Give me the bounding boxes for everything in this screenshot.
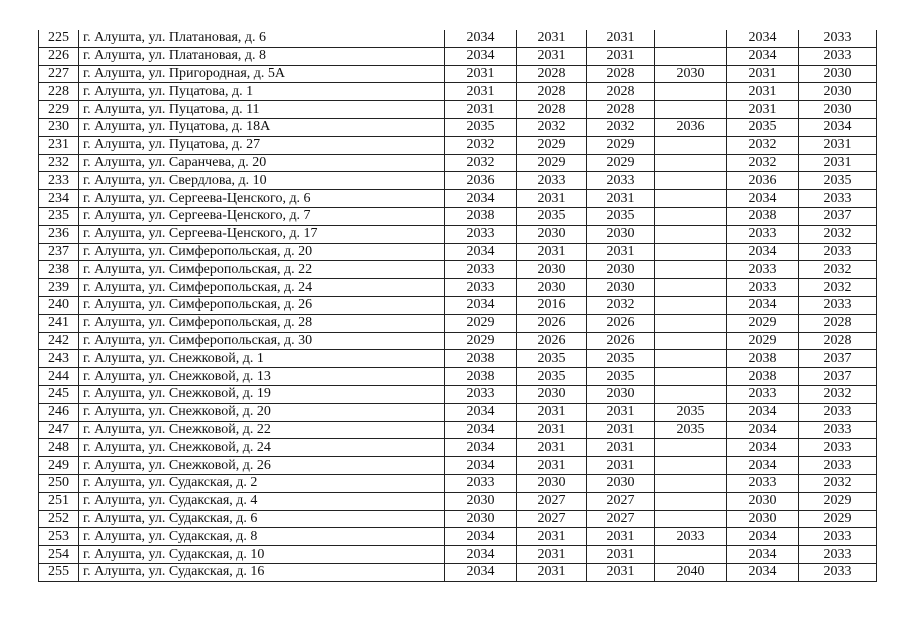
table-row bbox=[39, 563, 877, 581]
year-cell-3: 2029 bbox=[587, 136, 655, 154]
table-row bbox=[39, 136, 877, 154]
year-cell-1: 2030 bbox=[445, 510, 517, 528]
address-cell: г. Алушта, ул. Саранчева, д. 20 bbox=[79, 154, 445, 172]
year-cell-3: 2031 bbox=[587, 403, 655, 421]
year-cell-5: 2034 bbox=[727, 190, 799, 208]
year-cell-6: 2034 bbox=[799, 118, 877, 136]
year-cell-5: 2033 bbox=[727, 385, 799, 403]
year-cell-6: 2032 bbox=[799, 279, 877, 297]
table-row bbox=[39, 225, 877, 243]
table-row bbox=[39, 421, 877, 439]
address-cell: г. Алушта, ул. Платановая, д. 8 bbox=[79, 47, 445, 65]
year-cell-1: 2034 bbox=[445, 30, 517, 47]
address-cell: г. Алушта, ул. Сергеева-Ценского, д. 6 bbox=[79, 190, 445, 208]
year-cell-2: 2030 bbox=[517, 261, 587, 279]
year-cell-1: 2034 bbox=[445, 243, 517, 261]
row-number-cell: 236 bbox=[39, 225, 79, 243]
table-row bbox=[39, 385, 877, 403]
year-cell-6: 2029 bbox=[799, 510, 877, 528]
year-cell-5: 2030 bbox=[727, 492, 799, 510]
table-row bbox=[39, 510, 877, 528]
year-cell-6: 2031 bbox=[799, 154, 877, 172]
year-cell-2: 2028 bbox=[517, 83, 587, 101]
year-cell-3: 2031 bbox=[587, 421, 655, 439]
year-cell-3: 2035 bbox=[587, 350, 655, 368]
year-cell-4 bbox=[655, 350, 727, 368]
address-cell: г. Алушта, ул. Пуцатова, д. 18А bbox=[79, 118, 445, 136]
row-number-cell: 232 bbox=[39, 154, 79, 172]
table-row bbox=[39, 350, 877, 368]
year-cell-5: 2031 bbox=[727, 101, 799, 119]
year-cell-3: 2026 bbox=[587, 314, 655, 332]
row-number-cell: 247 bbox=[39, 421, 79, 439]
year-cell-6: 2033 bbox=[799, 403, 877, 421]
year-cell-3: 2030 bbox=[587, 474, 655, 492]
year-cell-4 bbox=[655, 30, 727, 47]
year-cell-2: 2028 bbox=[517, 65, 587, 83]
row-number-cell: 234 bbox=[39, 190, 79, 208]
year-cell-6: 2033 bbox=[799, 30, 877, 47]
year-cell-3: 2035 bbox=[587, 207, 655, 225]
year-cell-1: 2035 bbox=[445, 118, 517, 136]
row-number-cell: 227 bbox=[39, 65, 79, 83]
year-cell-4 bbox=[655, 279, 727, 297]
year-cell-6: 2033 bbox=[799, 439, 877, 457]
table-row bbox=[39, 172, 877, 190]
address-cell: г. Алушта, ул. Симферопольская, д. 20 bbox=[79, 243, 445, 261]
address-cell: г. Алушта, ул. Пуцатова, д. 27 bbox=[79, 136, 445, 154]
table-row bbox=[39, 546, 877, 564]
address-cell: г. Алушта, ул. Судакская, д. 16 bbox=[79, 563, 445, 581]
year-cell-2: 2030 bbox=[517, 474, 587, 492]
year-cell-5: 2038 bbox=[727, 207, 799, 225]
table-row bbox=[39, 47, 877, 65]
address-cell: г. Алушта, ул. Судакская, д. 10 bbox=[79, 546, 445, 564]
year-cell-5: 2034 bbox=[727, 528, 799, 546]
year-cell-2: 2030 bbox=[517, 225, 587, 243]
year-cell-5: 2032 bbox=[727, 154, 799, 172]
year-cell-1: 2031 bbox=[445, 101, 517, 119]
table-row bbox=[39, 279, 877, 297]
address-cell: г. Алушта, ул. Снежковой, д. 1 bbox=[79, 350, 445, 368]
year-cell-3: 2031 bbox=[587, 243, 655, 261]
year-cell-1: 2033 bbox=[445, 261, 517, 279]
table-row bbox=[39, 296, 877, 314]
year-cell-3: 2030 bbox=[587, 385, 655, 403]
year-cell-3: 2031 bbox=[587, 47, 655, 65]
year-cell-2: 2030 bbox=[517, 385, 587, 403]
table-row bbox=[39, 261, 877, 279]
year-cell-3: 2031 bbox=[587, 546, 655, 564]
year-cell-1: 2034 bbox=[445, 563, 517, 581]
address-cell: г. Алушта, ул. Судакская, д. 4 bbox=[79, 492, 445, 510]
year-cell-1: 2032 bbox=[445, 154, 517, 172]
year-cell-4 bbox=[655, 172, 727, 190]
year-cell-2: 2029 bbox=[517, 136, 587, 154]
year-cell-5: 2034 bbox=[727, 47, 799, 65]
row-number-cell: 228 bbox=[39, 83, 79, 101]
year-cell-3: 2031 bbox=[587, 528, 655, 546]
year-cell-1: 2033 bbox=[445, 385, 517, 403]
year-cell-5: 2029 bbox=[727, 314, 799, 332]
year-cell-5: 2035 bbox=[727, 118, 799, 136]
year-cell-4 bbox=[655, 385, 727, 403]
year-cell-4: 2035 bbox=[655, 403, 727, 421]
year-cell-6: 2032 bbox=[799, 261, 877, 279]
table-row bbox=[39, 65, 877, 83]
year-cell-2: 2016 bbox=[517, 296, 587, 314]
year-cell-1: 2038 bbox=[445, 350, 517, 368]
table-row bbox=[39, 368, 877, 386]
year-cell-2: 2031 bbox=[517, 403, 587, 421]
table-row bbox=[39, 332, 877, 350]
address-cell: г. Алушта, ул. Сергеева-Ценского, д. 17 bbox=[79, 225, 445, 243]
year-cell-3: 2027 bbox=[587, 492, 655, 510]
year-cell-3: 2030 bbox=[587, 261, 655, 279]
year-cell-1: 2034 bbox=[445, 546, 517, 564]
year-cell-6: 2033 bbox=[799, 457, 877, 475]
year-cell-4 bbox=[655, 510, 727, 528]
year-cell-3: 2026 bbox=[587, 332, 655, 350]
address-cell: г. Алушта, ул. Симферопольская, д. 24 bbox=[79, 279, 445, 297]
address-cell: г. Алушта, ул. Сергеева-Ценского, д. 7 bbox=[79, 207, 445, 225]
year-cell-1: 2034 bbox=[445, 403, 517, 421]
year-cell-1: 2033 bbox=[445, 225, 517, 243]
year-cell-6: 2031 bbox=[799, 136, 877, 154]
year-cell-3: 2028 bbox=[587, 65, 655, 83]
year-cell-6: 2032 bbox=[799, 225, 877, 243]
year-cell-3: 2028 bbox=[587, 83, 655, 101]
address-cell: г. Алушта, ул. Снежковой, д. 24 bbox=[79, 439, 445, 457]
year-cell-3: 2031 bbox=[587, 190, 655, 208]
address-cell: г. Алушта, ул. Свердлова, д. 10 bbox=[79, 172, 445, 190]
year-cell-2: 2031 bbox=[517, 457, 587, 475]
address-cell: г. Алушта, ул. Симферопольская, д. 30 bbox=[79, 332, 445, 350]
table-row bbox=[39, 30, 877, 47]
year-cell-2: 2031 bbox=[517, 190, 587, 208]
year-cell-5: 2034 bbox=[727, 457, 799, 475]
year-cell-6: 2037 bbox=[799, 207, 877, 225]
year-cell-3: 2031 bbox=[587, 439, 655, 457]
year-cell-4 bbox=[655, 83, 727, 101]
year-cell-4 bbox=[655, 492, 727, 510]
year-cell-4 bbox=[655, 136, 727, 154]
year-cell-1: 2034 bbox=[445, 47, 517, 65]
year-cell-5: 2038 bbox=[727, 350, 799, 368]
year-cell-1: 2034 bbox=[445, 439, 517, 457]
row-number-cell: 255 bbox=[39, 563, 79, 581]
address-cell: г. Алушта, ул. Пуцатова, д. 1 bbox=[79, 83, 445, 101]
row-number-cell: 226 bbox=[39, 47, 79, 65]
year-cell-4 bbox=[655, 474, 727, 492]
year-cell-4 bbox=[655, 332, 727, 350]
year-cell-6: 2033 bbox=[799, 546, 877, 564]
year-cell-6: 2028 bbox=[799, 314, 877, 332]
row-number-cell: 240 bbox=[39, 296, 79, 314]
row-number-cell: 231 bbox=[39, 136, 79, 154]
address-cell: г. Алушта, ул. Симферопольская, д. 22 bbox=[79, 261, 445, 279]
table-row bbox=[39, 474, 877, 492]
year-cell-4 bbox=[655, 225, 727, 243]
row-number-cell: 241 bbox=[39, 314, 79, 332]
table-row bbox=[39, 190, 877, 208]
address-cell: г. Алушта, ул. Пуцатова, д. 11 bbox=[79, 101, 445, 119]
year-cell-5: 2033 bbox=[727, 225, 799, 243]
table-body bbox=[39, 30, 877, 581]
address-cell: г. Алушта, ул. Снежковой, д. 22 bbox=[79, 421, 445, 439]
year-cell-5: 2031 bbox=[727, 65, 799, 83]
address-cell: г. Алушта, ул. Платановая, д. 6 bbox=[79, 30, 445, 47]
row-number-cell: 225 bbox=[39, 30, 79, 47]
year-cell-3: 2033 bbox=[587, 172, 655, 190]
year-cell-4 bbox=[655, 314, 727, 332]
table-row bbox=[39, 154, 877, 172]
year-cell-5: 2033 bbox=[727, 279, 799, 297]
year-cell-6: 2030 bbox=[799, 101, 877, 119]
year-cell-2: 2028 bbox=[517, 101, 587, 119]
table-row bbox=[39, 83, 877, 101]
year-cell-5: 2034 bbox=[727, 563, 799, 581]
address-cell: г. Алушта, ул. Судакская, д. 6 bbox=[79, 510, 445, 528]
year-cell-1: 2038 bbox=[445, 207, 517, 225]
row-number-cell: 248 bbox=[39, 439, 79, 457]
year-cell-2: 2029 bbox=[517, 154, 587, 172]
row-number-cell: 243 bbox=[39, 350, 79, 368]
table-row bbox=[39, 118, 877, 136]
row-number-cell: 253 bbox=[39, 528, 79, 546]
year-cell-1: 2034 bbox=[445, 296, 517, 314]
year-cell-4 bbox=[655, 207, 727, 225]
year-cell-1: 2031 bbox=[445, 83, 517, 101]
table-row bbox=[39, 314, 877, 332]
year-cell-2: 2030 bbox=[517, 279, 587, 297]
schedule-table bbox=[38, 30, 877, 582]
row-number-cell: 237 bbox=[39, 243, 79, 261]
year-cell-1: 2029 bbox=[445, 314, 517, 332]
year-cell-3: 2030 bbox=[587, 225, 655, 243]
year-cell-2: 2031 bbox=[517, 546, 587, 564]
year-cell-6: 2033 bbox=[799, 421, 877, 439]
year-cell-2: 2032 bbox=[517, 118, 587, 136]
year-cell-5: 2034 bbox=[727, 243, 799, 261]
year-cell-3: 2032 bbox=[587, 118, 655, 136]
year-cell-2: 2026 bbox=[517, 332, 587, 350]
year-cell-2: 2035 bbox=[517, 350, 587, 368]
row-number-cell: 249 bbox=[39, 457, 79, 475]
row-number-cell: 235 bbox=[39, 207, 79, 225]
row-number-cell: 254 bbox=[39, 546, 79, 564]
year-cell-5: 2031 bbox=[727, 83, 799, 101]
year-cell-2: 2031 bbox=[517, 421, 587, 439]
year-cell-4: 2040 bbox=[655, 563, 727, 581]
row-number-cell: 239 bbox=[39, 279, 79, 297]
table-row bbox=[39, 403, 877, 421]
year-cell-4 bbox=[655, 101, 727, 119]
year-cell-5: 2033 bbox=[727, 474, 799, 492]
year-cell-2: 2031 bbox=[517, 243, 587, 261]
year-cell-1: 2034 bbox=[445, 190, 517, 208]
address-cell: г. Алушта, ул. Снежковой, д. 13 bbox=[79, 368, 445, 386]
year-cell-3: 2035 bbox=[587, 368, 655, 386]
year-cell-3: 2031 bbox=[587, 457, 655, 475]
year-cell-6: 2028 bbox=[799, 332, 877, 350]
year-cell-6: 2032 bbox=[799, 385, 877, 403]
year-cell-4: 2036 bbox=[655, 118, 727, 136]
row-number-cell: 244 bbox=[39, 368, 79, 386]
year-cell-1: 2030 bbox=[445, 492, 517, 510]
year-cell-1: 2034 bbox=[445, 457, 517, 475]
year-cell-4: 2035 bbox=[655, 421, 727, 439]
year-cell-4: 2030 bbox=[655, 65, 727, 83]
row-number-cell: 246 bbox=[39, 403, 79, 421]
year-cell-2: 2027 bbox=[517, 510, 587, 528]
year-cell-3: 2030 bbox=[587, 279, 655, 297]
year-cell-4 bbox=[655, 296, 727, 314]
year-cell-6: 2037 bbox=[799, 368, 877, 386]
row-number-cell: 233 bbox=[39, 172, 79, 190]
year-cell-6: 2033 bbox=[799, 47, 877, 65]
year-cell-3: 2028 bbox=[587, 101, 655, 119]
year-cell-2: 2031 bbox=[517, 528, 587, 546]
year-cell-5: 2034 bbox=[727, 421, 799, 439]
year-cell-5: 2033 bbox=[727, 261, 799, 279]
year-cell-3: 2031 bbox=[587, 563, 655, 581]
year-cell-1: 2038 bbox=[445, 368, 517, 386]
row-number-cell: 229 bbox=[39, 101, 79, 119]
year-cell-4 bbox=[655, 190, 727, 208]
year-cell-3: 2027 bbox=[587, 510, 655, 528]
year-cell-1: 2032 bbox=[445, 136, 517, 154]
year-cell-4 bbox=[655, 439, 727, 457]
year-cell-6: 2029 bbox=[799, 492, 877, 510]
year-cell-4 bbox=[655, 546, 727, 564]
year-cell-5: 2032 bbox=[727, 136, 799, 154]
year-cell-5: 2034 bbox=[727, 546, 799, 564]
row-number-cell: 251 bbox=[39, 492, 79, 510]
year-cell-4 bbox=[655, 154, 727, 172]
table-row bbox=[39, 101, 877, 119]
address-cell: г. Алушта, ул. Пригородная, д. 5А bbox=[79, 65, 445, 83]
year-cell-6: 2033 bbox=[799, 528, 877, 546]
row-number-cell: 242 bbox=[39, 332, 79, 350]
year-cell-6: 2030 bbox=[799, 65, 877, 83]
year-cell-5: 2036 bbox=[727, 172, 799, 190]
year-cell-5: 2034 bbox=[727, 296, 799, 314]
table-row bbox=[39, 439, 877, 457]
year-cell-2: 2031 bbox=[517, 30, 587, 47]
year-cell-1: 2029 bbox=[445, 332, 517, 350]
year-cell-5: 2029 bbox=[727, 332, 799, 350]
year-cell-2: 2035 bbox=[517, 207, 587, 225]
row-number-cell: 252 bbox=[39, 510, 79, 528]
row-number-cell: 245 bbox=[39, 385, 79, 403]
year-cell-1: 2034 bbox=[445, 421, 517, 439]
year-cell-2: 2027 bbox=[517, 492, 587, 510]
year-cell-2: 2033 bbox=[517, 172, 587, 190]
year-cell-4 bbox=[655, 261, 727, 279]
year-cell-3: 2031 bbox=[587, 30, 655, 47]
address-cell: г. Алушта, ул. Снежковой, д. 20 bbox=[79, 403, 445, 421]
address-cell: г. Алушта, ул. Судакская, д. 8 bbox=[79, 528, 445, 546]
year-cell-6: 2032 bbox=[799, 474, 877, 492]
year-cell-5: 2034 bbox=[727, 30, 799, 47]
table-row bbox=[39, 243, 877, 261]
year-cell-6: 2033 bbox=[799, 563, 877, 581]
year-cell-6: 2037 bbox=[799, 350, 877, 368]
year-cell-2: 2031 bbox=[517, 439, 587, 457]
row-number-cell: 230 bbox=[39, 118, 79, 136]
row-number-cell: 238 bbox=[39, 261, 79, 279]
year-cell-4: 2033 bbox=[655, 528, 727, 546]
table-row bbox=[39, 457, 877, 475]
year-cell-1: 2034 bbox=[445, 528, 517, 546]
year-cell-5: 2034 bbox=[727, 403, 799, 421]
year-cell-6: 2035 bbox=[799, 172, 877, 190]
year-cell-1: 2033 bbox=[445, 474, 517, 492]
table-row bbox=[39, 528, 877, 546]
year-cell-4 bbox=[655, 243, 727, 261]
table-row bbox=[39, 492, 877, 510]
address-cell: г. Алушта, ул. Судакская, д. 2 bbox=[79, 474, 445, 492]
year-cell-4 bbox=[655, 457, 727, 475]
year-cell-6: 2033 bbox=[799, 296, 877, 314]
address-cell: г. Алушта, ул. Снежковой, д. 19 bbox=[79, 385, 445, 403]
address-cell: г. Алушта, ул. Снежковой, д. 26 bbox=[79, 457, 445, 475]
year-cell-6: 2030 bbox=[799, 83, 877, 101]
year-cell-6: 2033 bbox=[799, 190, 877, 208]
year-cell-5: 2030 bbox=[727, 510, 799, 528]
year-cell-2: 2031 bbox=[517, 47, 587, 65]
row-number-cell: 250 bbox=[39, 474, 79, 492]
year-cell-3: 2032 bbox=[587, 296, 655, 314]
table-row bbox=[39, 207, 877, 225]
address-cell: г. Алушта, ул. Симферопольская, д. 26 bbox=[79, 296, 445, 314]
year-cell-5: 2034 bbox=[727, 439, 799, 457]
year-cell-1: 2033 bbox=[445, 279, 517, 297]
year-cell-6: 2033 bbox=[799, 243, 877, 261]
year-cell-2: 2026 bbox=[517, 314, 587, 332]
year-cell-2: 2035 bbox=[517, 368, 587, 386]
year-cell-1: 2036 bbox=[445, 172, 517, 190]
year-cell-4 bbox=[655, 368, 727, 386]
year-cell-1: 2031 bbox=[445, 65, 517, 83]
year-cell-2: 2031 bbox=[517, 563, 587, 581]
year-cell-4 bbox=[655, 47, 727, 65]
address-cell: г. Алушта, ул. Симферопольская, д. 28 bbox=[79, 314, 445, 332]
year-cell-5: 2038 bbox=[727, 368, 799, 386]
year-cell-3: 2029 bbox=[587, 154, 655, 172]
